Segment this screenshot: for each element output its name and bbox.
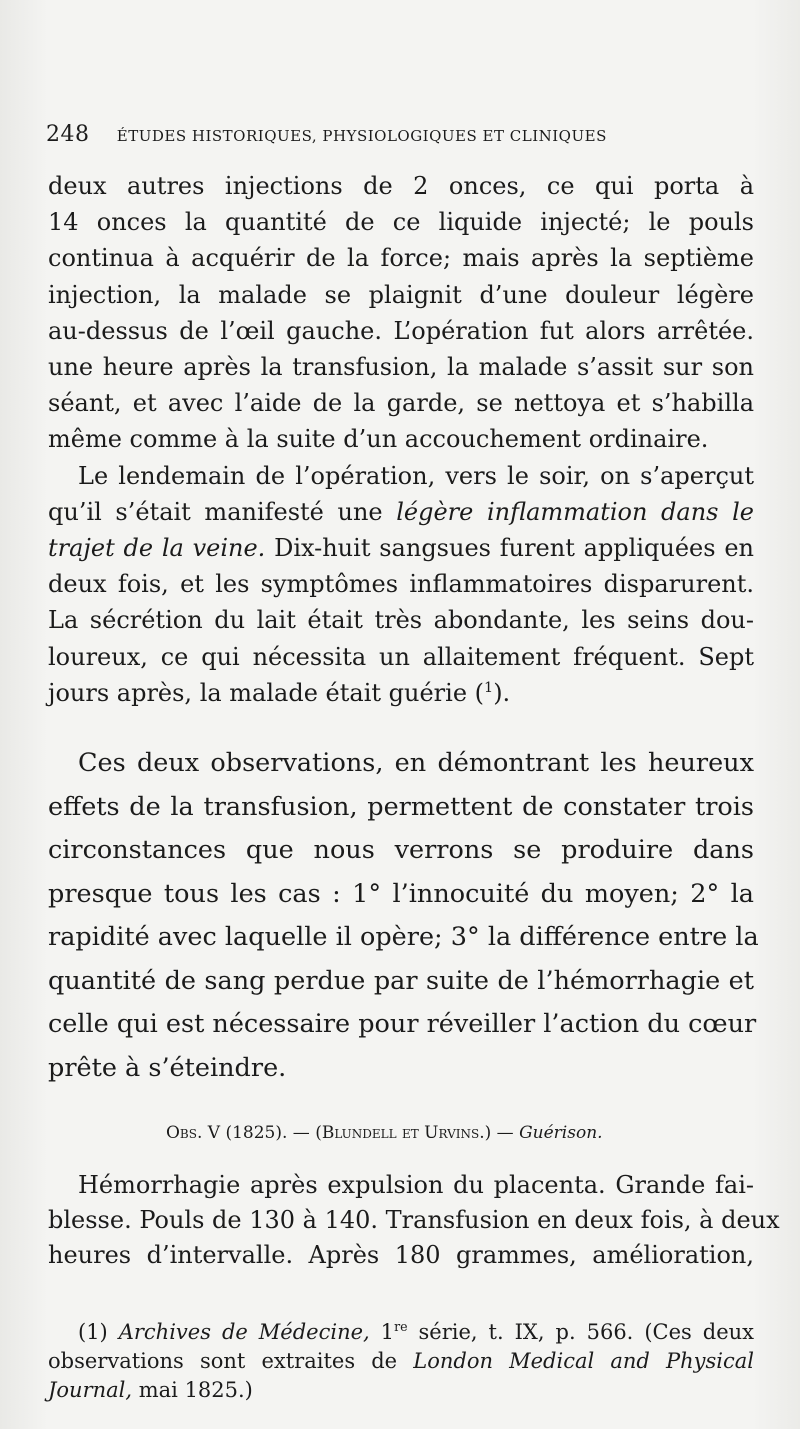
text-line: jours après, la malade était guérie ($^1$). [48,678,511,707]
text-line: une heure après la transfusion, la malade s’assit sur son [48,353,754,382]
text-line: La sécrétion du lait était très abondante, les seins dou- [48,606,754,635]
text-line: effets de la transfusion, permettent de constater trois [48,791,754,822]
page-header [46,122,756,147]
text-line: injection, la malade se plaignit d’une douleur légère [48,280,754,309]
footnote [48,1318,754,1405]
running-title: ÉTUDES HISTORIQUES, PHYSIOLOGIQUES ET CLINIQUES [116,127,607,145]
text-line: Ces deux observations, en démontrant les heureux [78,748,754,778]
footnote-mark: (1) [78,1320,108,1344]
text-line: rapidité avec laquelle il opère; 3° la différence entre la [48,922,759,952]
text-line: deux fois, et les symptômes inflammatoires disparurent. [48,570,754,599]
text-line: deux autres injections de 2 onces, ce qui porta à [48,172,754,200]
text-line: qu’il s’était manifesté une légère inflammation dans le [48,497,754,526]
text-line: au-dessus de l’œil gauche. L’opération fut alors arrêtée. [48,316,754,345]
authors: Blundell et Urvins. [321,1123,485,1143]
paragraph-case [48,1168,780,1273]
text-line: circonstances que nous verrons se produire dans [48,835,754,865]
paragraph-observations [48,742,759,1090]
text-line: (1) Archives de Médecine, 1re série, t. IX, p. 566. (Ces deux [78,1319,754,1344]
paragraph-continuation [48,168,754,711]
page-number: 248 [46,122,90,147]
text-line: même comme à la suite d’un accouchement ordinaire. [48,425,709,454]
footnote-ref: 1 [484,679,494,696]
text-line: observations sont extraites de London Medical and Physical [48,1349,754,1373]
text-line: Journal, mai 1825.) [48,1378,253,1402]
text-line: blesse. Pouls de 130 à 140. Transfusion en deux fois, à deux [48,1206,780,1234]
text-line: quantité de sang perdue par suite de l’hémorrhagie et [48,965,754,996]
italic-phrase: légère inflammation dans le [396,497,754,526]
text-line: prête à s’éteindre. [48,1052,287,1083]
text-line: heures d’intervalle. Après 180 grammes, amélioration, [48,1241,754,1269]
text-line: Hémorrhagie après expulsion du placenta. Grande fai- [78,1171,754,1199]
observation-heading: Obs. V (1825). — (Blundell et Urvins.) — Guérison. [166,1123,603,1143]
text-line: loureux, ce qui nécessita un allaitement fréquent. Sept [48,642,754,671]
text-line: 14 onces la quantité de ce liquide injecté; le pouls [48,208,754,237]
italic-phrase: trajet de la veine. [48,534,266,563]
text-line: séant, et avec l’aide de la garde, se nettoya et s’habilla [48,389,754,418]
text-line: celle qui est nécessaire pour réveiller l’action du cœur [48,1009,757,1039]
text-line: continua à acquérir de la force; mais après la septième [48,244,754,273]
text-line: Le lendemain de l’opération, vers le soir, on s’aperçut [78,461,754,490]
outcome: Guérison. [519,1123,603,1143]
text-line: trajet de la veine. Dix-huit sangsues furent appliquées en [48,534,754,563]
text-line: presque tous les cas : 1° l’innocuité du moyen; 2° la [48,878,754,909]
